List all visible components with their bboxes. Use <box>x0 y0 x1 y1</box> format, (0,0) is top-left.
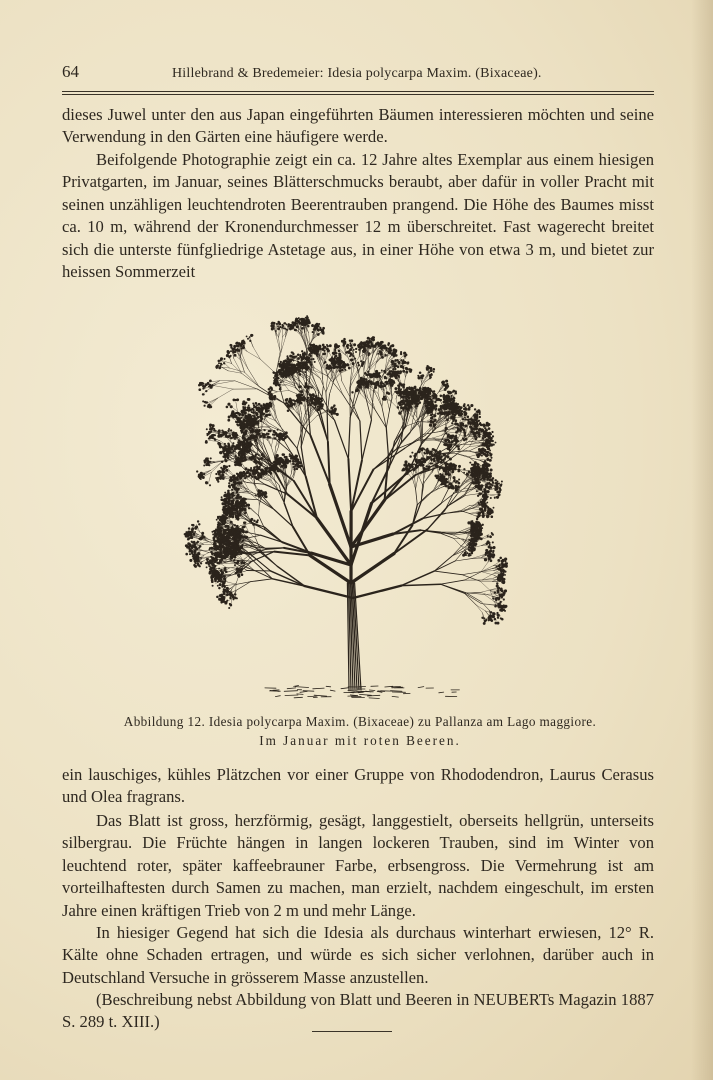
end-rule <box>312 1031 392 1032</box>
paragraph-1 <box>62 104 654 149</box>
caption-line-1: Abbildung 12. Idesia polycarpa Maxim. (Bixaceae) zu Pallanza am Lago maggiore. <box>123 714 597 729</box>
paragraph-5-text: In hiesiger Gegend hat sich die Idesia als durchaus winterhart erwiesen, 12° R. Kälte ohne Schaden ertragen, und würde es sich sicher verlohnen, darüber auch in Deutschland Versuche in grösserem Masse anzustellen. <box>62 923 654 987</box>
paragraph-6 <box>62 989 654 1034</box>
paragraph-4-text: Das Blatt ist gross, herzförmig, gesägt, langgestielt, oberseits hellgrün, unterseits silbergrau. Die Früchte hängen in langen lockeren Trauben, sind im Winter von leuchtend roter, später kaffeebrauner Farbe, erbsengross. Die Vermehrung ist am vorteilhaftesten durch Samen zu machen, man erzielt, nachdem eingeschult, im ersten Jahre einen kräftigen Trieb von 2 m und mehr Länge. <box>62 811 654 920</box>
tree-illustration <box>125 298 585 708</box>
paragraph-3 <box>62 764 654 809</box>
header-rule-second <box>62 94 654 95</box>
caption-line-2: Im Januar mit roten Beeren. <box>259 733 461 748</box>
paragraph-6-text: (Beschreibung nebst Abbildung von Blatt und Beeren in NEUBERTs Magazin 1887 S. 289 t. XIII.) <box>62 990 654 1032</box>
page-number: 64 <box>62 62 79 81</box>
paragraph-1-text: dieses Juwel unter den aus Japan eingeführten Bäumen interessieren möchten und seine Verwendung in den Gärten eine häufigere werde. <box>62 105 654 147</box>
tree-engraving <box>125 298 585 708</box>
figure-caption <box>60 712 660 750</box>
page-header <box>62 62 654 92</box>
paragraph-3-text: ein lauschiges, kühles Plätzchen vor einer Gruppe von Rhododendron, Laurus Cerasus und Olea fragrans. <box>62 765 654 807</box>
running-title: Hillebrand & Bredemeier: Idesia polycarpa Maxim. (Bixaceae). <box>172 66 542 81</box>
paragraph-2 <box>62 149 654 283</box>
paragraph-5 <box>62 922 654 989</box>
page-edge-shadow <box>691 0 713 1080</box>
paragraph-2-text: Beifolgende Photographie zeigt ein ca. 12 Jahre altes Exemplar aus einem hiesigen Privatgarten, im Januar, seines Blätterschmucks beraubt, aber dafür in voller Pracht mit seinen unzähligen leuchtendroten Beerentrauben prangend. Die Höhe des Baumes misst ca. 10 m, während der Kronendurchmesser 12 m überschreitet. Fast wagerecht breitet sich die unterste fünfgliedrige Astetage aus, in einer Höhe von etwa 3 m, und bietet zur heissen Sommerzeit <box>62 150 654 282</box>
header-rule <box>62 91 654 92</box>
paragraph-4 <box>62 810 654 922</box>
